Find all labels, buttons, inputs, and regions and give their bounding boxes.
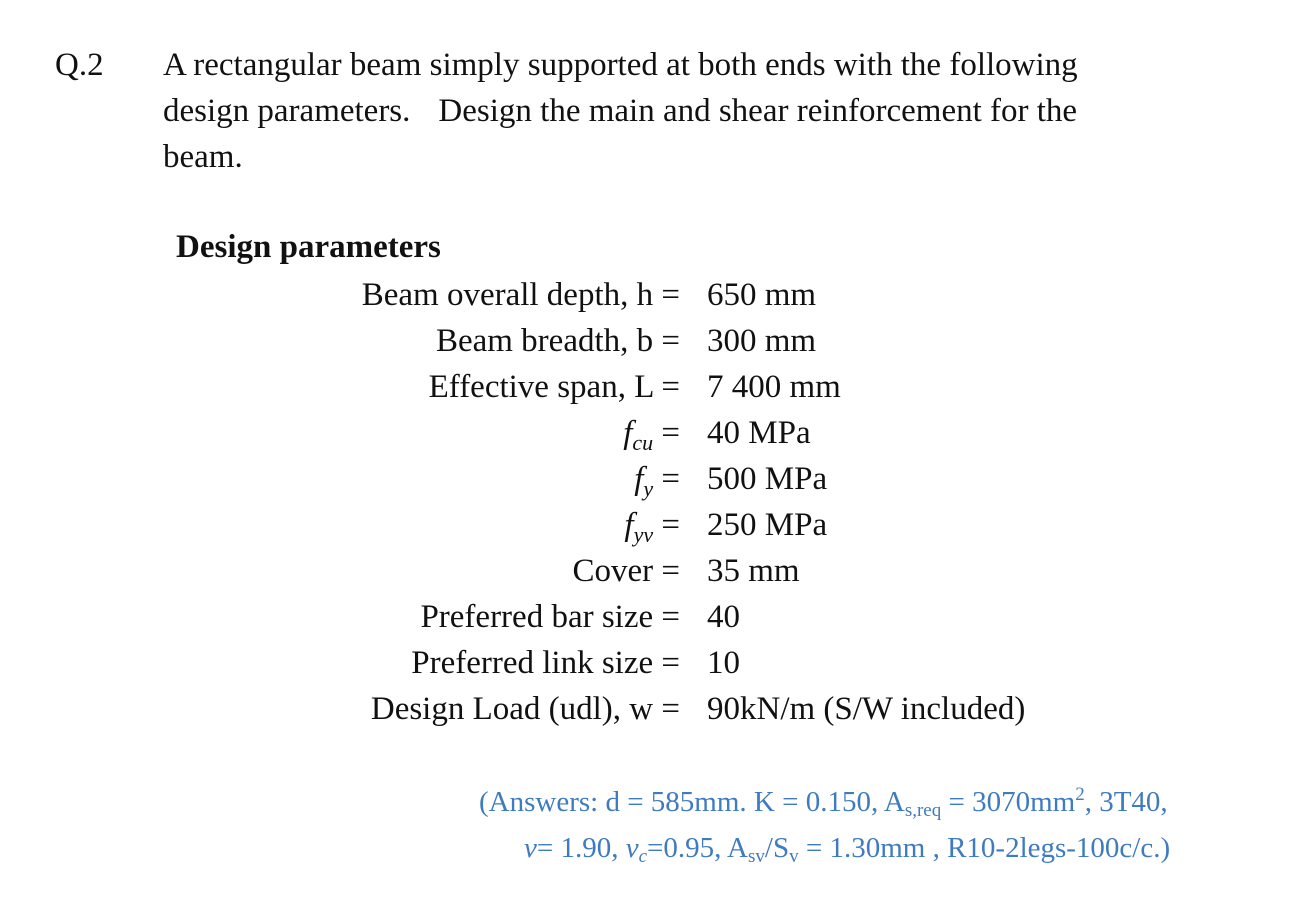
answers-text: , 3T40,: [1084, 786, 1168, 818]
param-label: [623, 410, 680, 459]
param-label: Preferred bar size =: [420, 599, 680, 635]
question-line-2: [163, 88, 1183, 134]
param-label: Design Load (udl), w =: [370, 691, 680, 727]
param-value: 500 MPa: [707, 461, 828, 497]
answers-symbol-vc: v: [625, 832, 639, 864]
question-number: Q.2: [55, 47, 104, 83]
answers-subscript: c: [638, 846, 648, 867]
param-label: [634, 456, 680, 505]
question-line-3: beam.: [163, 139, 243, 175]
param-row-depth: [0, 272, 1290, 318]
param-value: 650 mm: [707, 277, 817, 313]
answers-text: = 1.90,: [536, 832, 626, 864]
equals-sign: =: [653, 461, 680, 497]
answers-text: = 3070mm: [941, 786, 1076, 818]
param-row-link-size: [0, 640, 1290, 686]
answers-text: (Answers: d = 585mm. K = 0.150, A: [479, 786, 905, 818]
symbol-f: f: [634, 461, 644, 497]
param-label: Effective span, L =: [428, 369, 680, 405]
param-row-fyv: [0, 502, 1290, 548]
answers-text: = 1.30mm , R10-2legs-100c/c.): [798, 832, 1171, 864]
param-row-span: [0, 364, 1290, 410]
answers-line-1: [479, 778, 1168, 830]
param-row-fy: [0, 456, 1290, 502]
answers-subscript: s,req: [904, 800, 942, 821]
answers-subscript: sv: [748, 846, 765, 867]
param-row-design-load: [0, 686, 1290, 732]
answers-text: /S: [764, 832, 790, 864]
answers-symbol-v: v: [524, 832, 537, 864]
param-label: [624, 502, 680, 551]
param-value: 40: [707, 599, 740, 635]
param-row-breadth: [0, 318, 1290, 364]
question-line-2b: Design the main and shear reinforcement for the: [438, 93, 1078, 129]
design-parameters-heading: Design parameters: [176, 229, 441, 265]
answers-superscript: 2: [1075, 784, 1085, 805]
param-value: 300 mm: [707, 323, 817, 359]
answers-subscript: v: [789, 846, 799, 867]
answers-line-2: [524, 824, 1170, 876]
question-line-1: A rectangular beam simply supported at both ends with the following: [163, 47, 1078, 83]
param-label: Preferred link size =: [411, 645, 680, 681]
question-text: [163, 42, 1183, 180]
param-value: 10: [707, 645, 740, 681]
symbol-f: f: [623, 415, 633, 451]
symbol-subscript: y: [643, 476, 654, 501]
param-row-cover: [0, 548, 1290, 594]
question-line-2a: design parameters.: [163, 93, 411, 129]
param-label: Beam breadth, b =: [435, 323, 680, 359]
equals-sign: =: [653, 415, 680, 451]
symbol-subscript: cu: [632, 430, 654, 455]
param-value: 250 MPa: [707, 507, 828, 543]
param-label: Beam overall depth, h =: [361, 277, 680, 313]
param-value: 40 MPa: [707, 415, 811, 451]
symbol-subscript: yv: [633, 522, 654, 547]
param-value: 90kN/m (S/W included): [707, 691, 1026, 727]
param-value: 35 mm: [707, 553, 800, 589]
param-value: 7 400 mm: [707, 369, 841, 405]
symbol-f: f: [624, 507, 634, 543]
equals-sign: =: [653, 507, 680, 543]
answers-text: =0.95, A: [647, 832, 748, 864]
design-parameters-table: [0, 272, 1290, 732]
param-row-fcu: [0, 410, 1290, 456]
param-label: Cover =: [572, 553, 680, 589]
param-row-bar-size: [0, 594, 1290, 640]
